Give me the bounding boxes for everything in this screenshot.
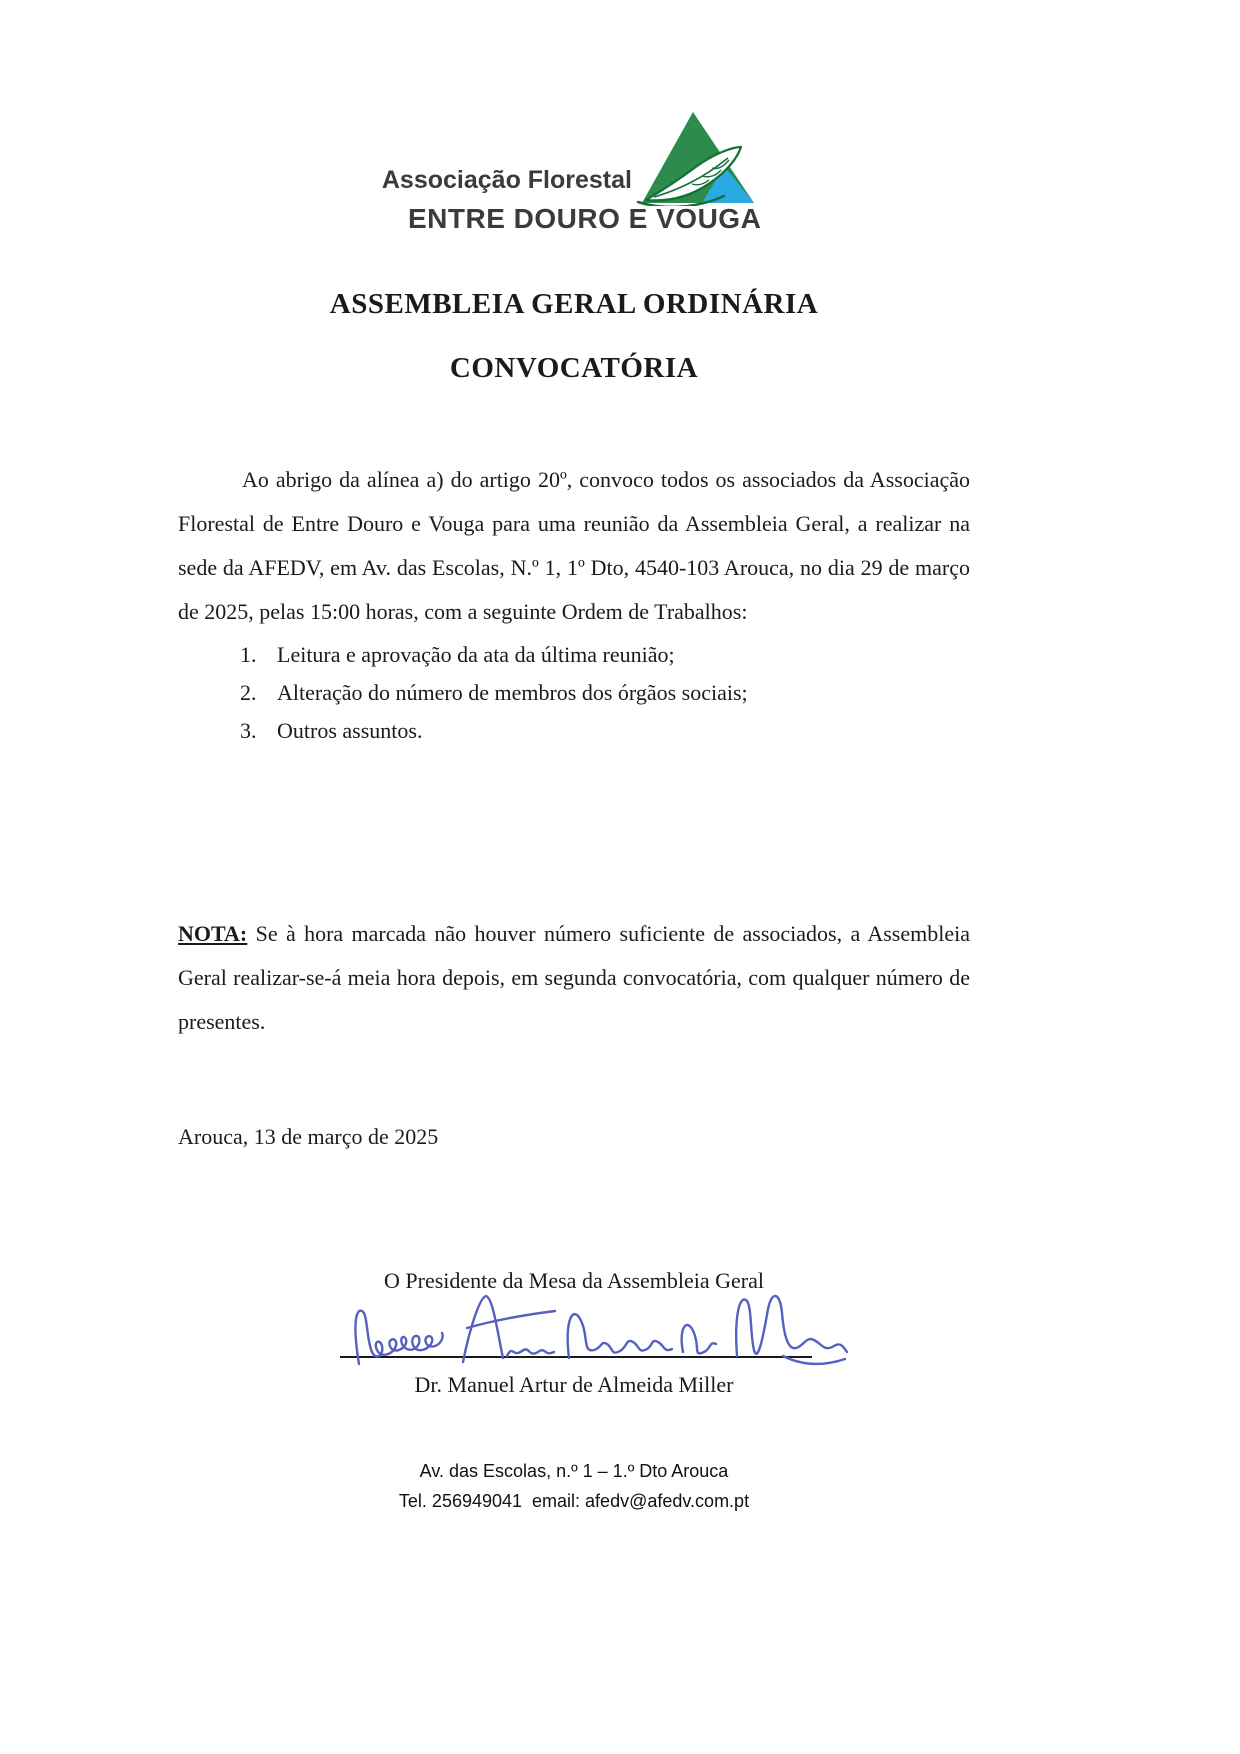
agenda-item-text: Outros assuntos. xyxy=(277,718,423,743)
agenda-item xyxy=(178,712,970,750)
document-title: ASSEMBLEIA GERAL ORDINÁRIA xyxy=(329,288,819,320)
opening-paragraph: Ao abrigo da alínea a) do artigo 20º, convoco todos os associados da Associação Florestal de Entre Douro e Vouga para uma reunião da Assembleia Geral, a realizar na sede da AFEDV, em Av. das Escolas, N.º 1, 1º Dto, 4540-103 Arouca, no dia 29 de março de 2025, pelas 15:00 horas, com a seguinte Ordem de Trabalhos: xyxy=(178,467,970,624)
handwritten-signature xyxy=(345,1282,850,1374)
agenda-item-number: 3. xyxy=(240,718,257,743)
agenda-item xyxy=(178,674,970,712)
nota-label: NOTA: xyxy=(178,921,248,946)
dateline: Arouca, 13 de março de 2025 xyxy=(178,1124,439,1149)
agenda-list xyxy=(178,636,970,750)
agenda-item-number: 1. xyxy=(240,642,257,667)
document-subtitle: CONVOCATÓRIA xyxy=(449,352,699,384)
org-name-line1: Associação Florestal xyxy=(381,166,632,194)
nota-text: Se à hora marcada não houver número suficiente de associados, a Assembleia Geral realizar-se-á meia hora depois, em segunda convocatória, com qualquer número de presentes. xyxy=(178,921,970,1034)
footer-address: Av. das Escolas, n.º 1 – 1.º Dto Arouca xyxy=(419,1461,729,1481)
org-name-line2: ENTRE DOURO E VOUGA xyxy=(408,203,762,234)
agenda-item-text: Alteração do número de membros dos órgãos sociais; xyxy=(277,680,748,705)
footer xyxy=(178,1456,970,1516)
footer-contacts: Tel. 256949041 email: afedv@afedv.com.pt xyxy=(398,1491,750,1511)
signer-name: Dr. Manuel Artur de Almeida Miller xyxy=(414,1372,734,1397)
agenda-item-number: 2. xyxy=(240,680,257,705)
document-body xyxy=(178,0,970,1754)
agenda-item-text: Leitura e aprovação da ata da última reunião; xyxy=(277,642,675,667)
signer-role: O Presidente da Mesa da Assembleia Geral xyxy=(384,1268,764,1293)
agenda-item xyxy=(178,636,970,674)
nota-paragraph xyxy=(178,912,970,1044)
